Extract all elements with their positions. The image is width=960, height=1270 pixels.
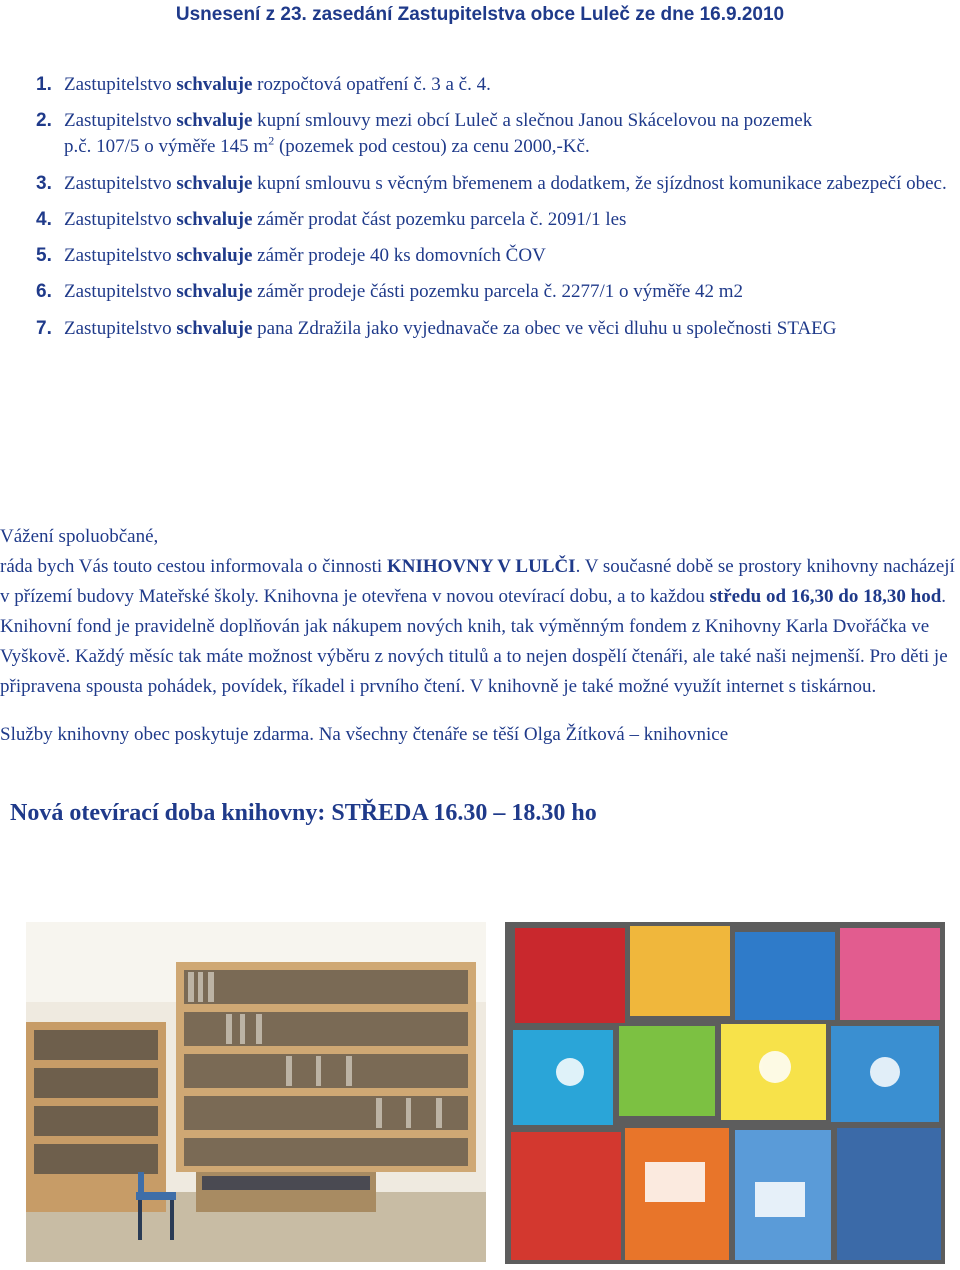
resolution-text xyxy=(64,279,960,305)
resolution-text xyxy=(64,207,960,233)
text-run: ráda bych Vás touto cestou informovala o činnosti xyxy=(0,556,387,577)
books-collage-illustration xyxy=(505,922,945,1264)
resolution-number: 1. xyxy=(36,74,52,95)
opening-hours-heading: Nová otevírací doba knihovny: STŘEDA 16.30 – 18.30 ho xyxy=(10,800,597,826)
library-name: KNIHOVNY V LULČI xyxy=(386,556,576,577)
resolution-subject: Zastupitelstvo xyxy=(64,110,177,132)
resolution-item xyxy=(36,171,960,197)
text-run: . V současné době se prostory knihovny nacházejí v přízemí budovy Mateřské školy. Knihovna je otevřena v novou otevírací dobu, a to každou xyxy=(0,556,955,607)
resolution-content: pana Zdražila jako vyjednavače za obec ve věci dluhu u společnosti STAEG xyxy=(252,317,837,339)
resolution-verb: schvaluje xyxy=(176,208,253,230)
resolution-item xyxy=(36,279,960,305)
library-announcement xyxy=(0,522,960,750)
library-interior-photo xyxy=(26,922,486,1262)
resolution-text xyxy=(64,72,960,98)
resolution-text xyxy=(64,243,960,269)
resolution-number: 4. xyxy=(36,208,52,230)
childrens-books-photo xyxy=(505,922,945,1264)
library-interior-illustration xyxy=(26,922,486,1262)
resolution-content: záměr prodeje části pozemku parcela č. 2277/1 o výměře 42 m2 xyxy=(252,281,744,303)
resolution-number: 5. xyxy=(36,245,52,267)
resolution-text xyxy=(64,171,960,197)
resolution-content: záměr prodeje 40 ks domovních ČOV xyxy=(252,245,546,267)
resolution-item xyxy=(36,316,960,342)
resolution-item xyxy=(36,108,960,160)
resolution-number: 2. xyxy=(36,110,52,132)
resolution-subject: Zastupitelstvo xyxy=(64,172,177,194)
resolution-text xyxy=(64,316,960,342)
resolution-item xyxy=(36,207,960,233)
resolution-subject: Zastupitelstvo xyxy=(64,317,177,339)
library-paragraph xyxy=(0,552,960,702)
resolution-verb: schvaluje xyxy=(176,317,253,339)
resolution-number: 6. xyxy=(36,281,52,303)
services-note: Služby knihovny obec poskytuje zdarma. Na všechny čtenáře se těší Olga Žítková – knihovnice xyxy=(0,724,729,745)
resolution-item xyxy=(36,243,960,269)
superscript: 2 xyxy=(268,134,275,149)
resolution-subject: Zastupitelstvo xyxy=(64,208,177,230)
resolution-content: záměr prodat část pozemku parcela č. 2091/1 les xyxy=(252,208,627,230)
opening-hours-inline: středu od 16,30 do 18,30 hod xyxy=(709,586,942,607)
resolution-number: 3. xyxy=(36,172,52,194)
resolution-text xyxy=(0,108,960,160)
resolution-content: rozpočtová opatření č. 3 a č. 4. xyxy=(252,74,491,95)
resolution-verb: schvaluje xyxy=(176,74,253,95)
resolution-verb: schvaluje xyxy=(176,110,253,132)
text-run: . Knihovní fond je pravidelně doplňován jak nákupem nových knih, tak výměnným fondem z Knihovny Karla Dvořáčka ve Vyškově. Každý měsíc tak máte možnost výběru z nových titulů a to nejen dospělí čtenáři, ale také naši nejmenší. Pro děti je připravena spousta pohádek, povídek, říkadel i prvního čtení. V knihovně je také možné využít internet s tiskárnou. xyxy=(0,586,948,697)
resolution-content: p.č. 107/5 o výměře 145 m xyxy=(64,136,269,158)
resolution-content: (pozemek pod cestou) za cenu 2000,-Kč. xyxy=(274,136,590,158)
resolution-verb: schvaluje xyxy=(176,245,253,267)
resolution-subject: Zastupitelstvo xyxy=(64,281,177,303)
resolution-subject: Zastupitelstvo xyxy=(64,74,177,95)
resolution-verb: schvaluje xyxy=(176,172,253,194)
page-title: Usnesení z 23. zasedání Zastupitelstva obce Luleč ze dne 16.9.2010 xyxy=(175,4,785,25)
resolution-item xyxy=(36,72,960,98)
resolution-content: kupní smlouvu s věcným břemenem a dodatkem, že sjízdnost komunikace zabezpečí obec. xyxy=(252,172,947,194)
resolution-list xyxy=(36,72,960,352)
resolution-subject: Zastupitelstvo xyxy=(64,245,177,267)
resolution-content: kupní smlouvy mezi obcí Luleč a slečnou Janou Skácelovou na pozemek xyxy=(252,110,813,132)
resolution-verb: schvaluje xyxy=(176,281,253,303)
greeting: Vážení spoluobčané, xyxy=(0,526,159,547)
resolution-number: 7. xyxy=(36,317,52,339)
